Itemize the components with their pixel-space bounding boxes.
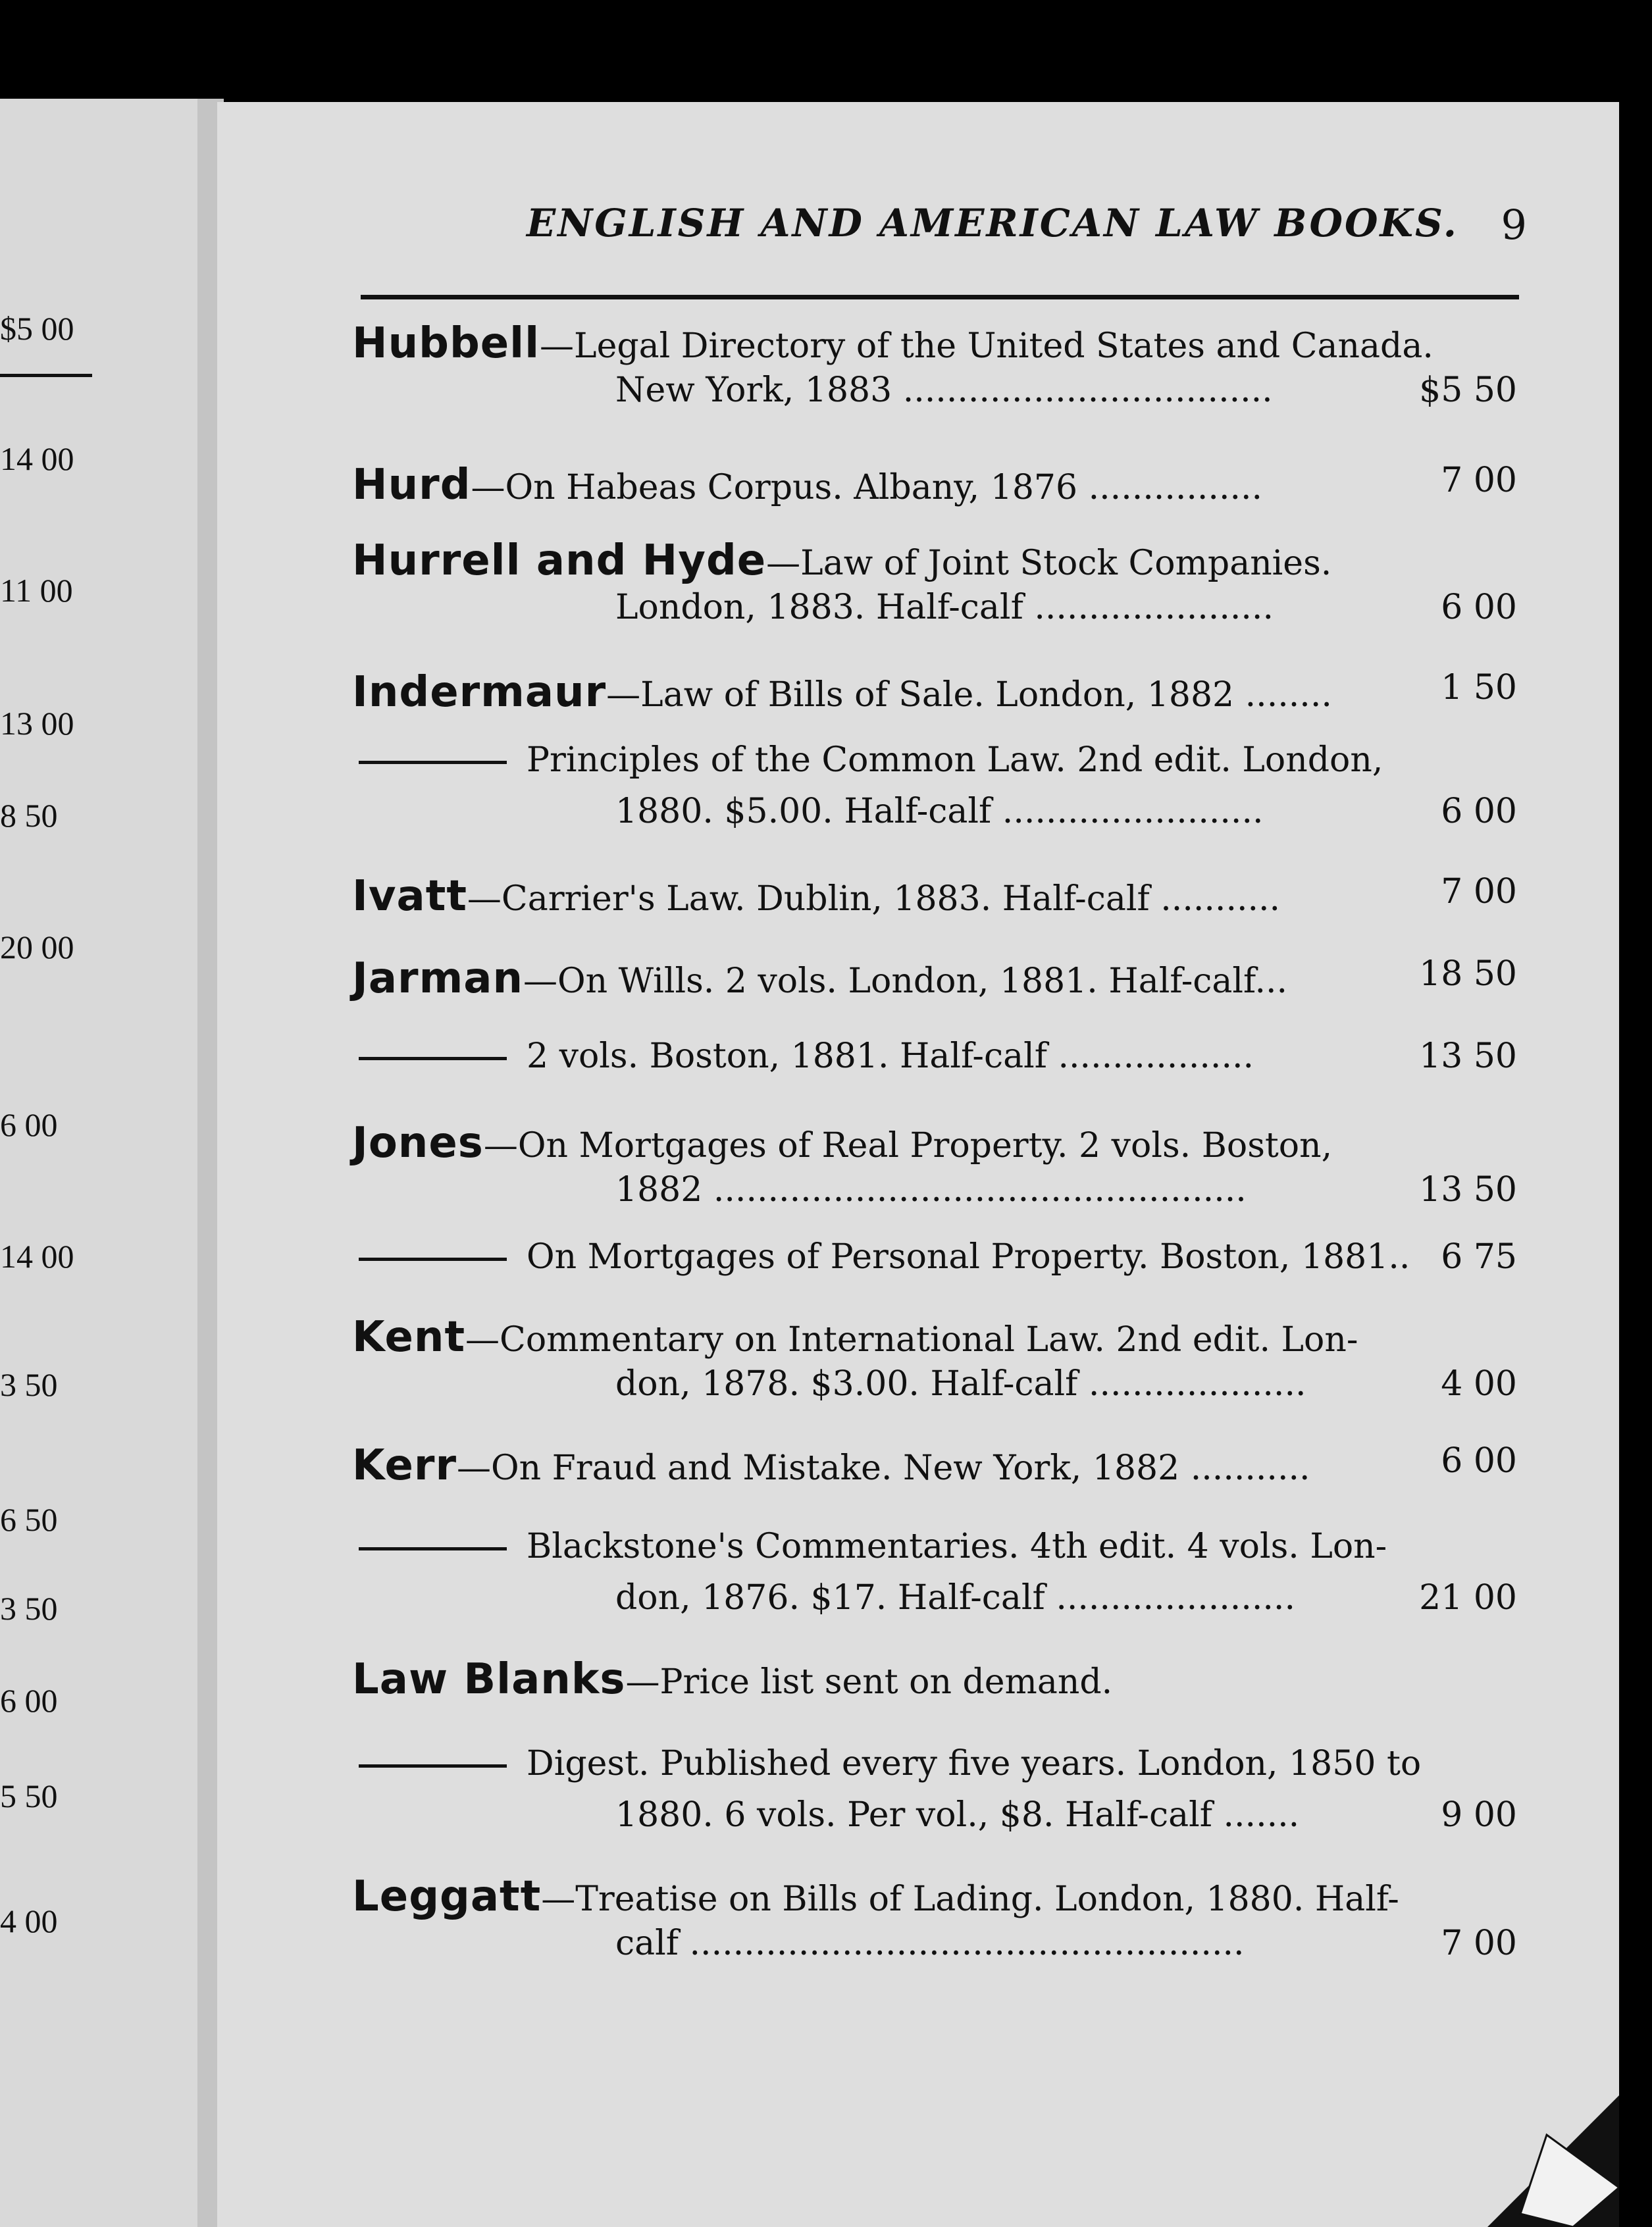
entry-description: —On Mortgages of Real Property. 2 vols. Boston, [483,1126,1333,1165]
catalog-entry [352,319,1517,422]
entry-line [352,872,1517,923]
catalog-entry [352,668,1517,719]
entry-description: —Commentary on International Law. 2nd edit. Lon- [465,1320,1358,1360]
catalog-entry [352,1313,1517,1416]
previous-page-price: 6 00 [0,1682,58,1719]
entry-price: 13 50 [1419,1170,1517,1210]
entry-description: Principles of the Common Law. 2nd edit. London, [527,740,1383,780]
author-name: Jarman [352,954,523,1003]
catalog-entry [352,740,1517,843]
entry-price: 9 00 [1441,1795,1517,1835]
author-name: Indermaur [352,668,607,717]
entry-line [352,1744,1517,1795]
previous-page-price: 3 50 [0,1590,58,1627]
entry-description: 2 vols. Boston, 1881. Half-calf .................. [527,1037,1254,1076]
previous-page-price: 3 50 [0,1366,58,1403]
entry-description: —Law of Joint Stock Companies. [766,544,1332,583]
entry-price: 6 00 [1441,792,1517,831]
entry-description: —On Habeas Corpus. Albany, 1876 ................ [471,468,1263,507]
previous-page-price: 8 50 [0,797,58,834]
previous-page-price: 20 00 [0,929,74,965]
entry-price: 6 00 [1441,588,1517,627]
author-name: Jones [352,1119,484,1167]
entry-price: 7 00 [1441,461,1517,500]
entry-line [352,1924,1517,1975]
previous-page-price: 14 00 [0,1238,74,1275]
previous-page-price: 6 00 [0,1106,58,1143]
page-corner-fold [1448,2056,1619,2227]
entry-price: 7 00 [1441,1924,1517,1963]
entry-description: calf ................................................... [615,1924,1245,1963]
entry-line [352,1655,1517,1706]
entry-description: 1880. $5.00. Half-calf ........................ [615,792,1264,831]
ditto-dash [359,1258,507,1261]
entry-description: 1882 ................................................. [615,1170,1247,1210]
catalog-entry [352,1527,1517,1629]
entry-line [352,740,1517,792]
author-name: Law Blanks [352,1655,626,1704]
entry-line [352,1037,1517,1088]
previous-page-rule [0,374,92,377]
author-name: Kerr [352,1441,457,1490]
previous-page-price: 6 50 [0,1501,58,1538]
catalog-entry [352,536,1517,639]
entry-description: don, 1878. $3.00. Half-calf .................... [615,1364,1306,1404]
entry-description: —Law of Bills of Sale. London, 1882 ........ [606,675,1332,715]
catalog-entry [352,1744,1517,1847]
ditto-dash [359,761,507,764]
entry-price: 7 00 [1441,872,1517,911]
entry-description: On Mortgages of Personal Property. Boston, 1881.. [527,1237,1410,1277]
catalog-entry [352,1237,1517,1289]
header-rule [361,295,1519,299]
author-name: Leggatt [352,1872,542,1921]
ditto-dash [359,1547,507,1550]
catalog-entry [352,1872,1517,1975]
entry-description: Digest. Published every five years. London, 1850 to [527,1744,1422,1783]
entry-line [352,319,1517,371]
entry-price: $5 50 [1419,371,1517,410]
entry-description: —Legal Directory of the United States and Canada. [540,326,1433,366]
entry-description: London, 1883. Half-calf ...................... [615,588,1274,627]
catalog-entry [352,1119,1517,1221]
entry-price: 6 00 [1441,1441,1517,1481]
entry-line [352,1527,1517,1578]
catalog-entry [352,461,1517,512]
author-name: Hurd [352,461,471,509]
entry-price: 4 00 [1441,1364,1517,1404]
catalog-entry [352,1441,1517,1493]
author-name: Ivatt [352,872,467,921]
entry-line [352,371,1517,422]
entry-price: 13 50 [1419,1037,1517,1076]
entry-description: 1880. 6 vols. Per vol., $8. Half-calf ....... [615,1795,1300,1835]
entry-line [352,668,1517,719]
entry-description: —On Wills. 2 vols. London, 1881. Half-calf... [523,961,1288,1001]
entry-description: don, 1876. $17. Half-calf ...................... [615,1578,1295,1618]
previous-page-price: 14 00 [0,440,74,477]
previous-page-price: 11 00 [0,572,73,609]
entry-line [352,1441,1517,1493]
author-name: Hubbell [352,319,540,368]
entry-line [352,588,1517,639]
previous-page-price: 13 00 [0,705,74,742]
entry-price: 1 50 [1441,668,1517,707]
entry-price: 18 50 [1419,954,1517,994]
ditto-dash [359,1764,507,1768]
entry-description: —Carrier's Law. Dublin, 1883. Half-calf ........... [467,879,1281,919]
entry-line [352,1578,1517,1629]
catalog-entry [352,872,1517,923]
entry-line [352,461,1517,512]
entry-price: 21 00 [1419,1578,1517,1618]
entry-description: Blackstone's Commentaries. 4th edit. 4 vols. Lon- [527,1527,1387,1566]
previous-page-price: 4 00 [0,1903,58,1939]
entry-line [352,1795,1517,1847]
page-header [527,201,1527,260]
entry-line [352,1313,1517,1364]
author-name: Kent [352,1313,466,1362]
catalog-entry [352,1655,1517,1706]
catalog-entry [352,1037,1517,1088]
entry-line [352,1364,1517,1416]
entry-description: —On Fraud and Mistake. New York, 1882 ........... [457,1448,1310,1488]
entry-line [352,536,1517,588]
previous-page-price: 5 50 [0,1778,58,1814]
catalog-entry [352,954,1517,1006]
entry-line [352,792,1517,843]
previous-page-price: $5 00 [0,310,74,347]
ditto-dash [359,1057,507,1060]
running-title: ENGLISH AND AMERICAN LAW BOOKS. [527,201,1458,245]
entry-price: 6 75 [1441,1237,1517,1277]
entry-line [352,954,1517,1006]
entry-description: New York, 1883 .................................. [615,371,1273,410]
entry-line [352,1119,1517,1170]
entry-line [352,1872,1517,1924]
page-number: 9 [1501,201,1527,249]
entry-description: —Treatise on Bills of Lading. London, 1880. Half- [541,1880,1399,1919]
entry-line [352,1237,1517,1289]
author-name: Hurrell and Hyde [352,536,767,585]
entry-line [352,1170,1517,1221]
entry-description: —Price list sent on demand. [625,1662,1113,1702]
